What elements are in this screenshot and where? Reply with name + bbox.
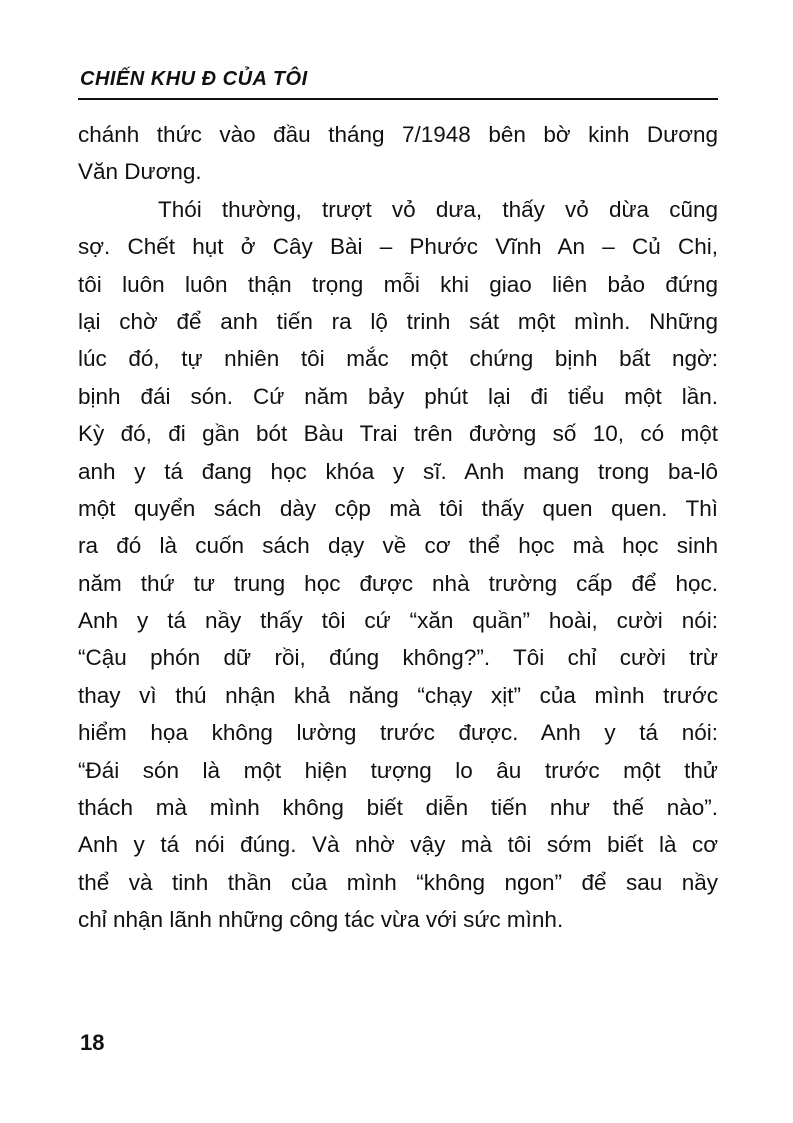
text-line: chỉ nhận lãnh những công tác vừa với sức mình. [78,907,564,933]
body-text [78,116,718,939]
text-line: lúc đó, tự nhiên tôi mắc một chứng bịnh bất ngờ: [78,346,718,372]
text-line: tôi luôn luôn thận trọng mỗi khi giao liên bảo đứng [78,271,718,297]
text-line: lại chờ để anh tiến ra lộ trinh sát một mình. Những [78,308,718,334]
text-line: hiểm họa không lường trước được. Anh y tá nói: [78,720,718,746]
text-line: thể và tinh thần của mình “không ngon” để sau nầy [78,869,718,895]
running-header [78,66,718,100]
text-line: Anh y tá nầy thấy tôi cứ “xăn quần” hoài, cười nói: [78,608,718,634]
text-line: năm thứ tư trung học được nhà trường cấp để học. [78,570,718,596]
page-number: 18 [80,1030,105,1055]
text-line: Thói thường, trượt vỏ dưa, thấy vỏ dừa cũng [158,196,718,222]
text-line: thách mà mình không biết diễn tiến như thế nào”. [78,795,718,821]
text-line: “Cậu phón dữ rồi, đúng không?”. Tôi chỉ cười trừ [78,645,718,671]
text-line: sợ. Chết hụt ở Cây Bài – Phước Vĩnh An – Củ Chi, [78,234,718,260]
text-line: ra đó là cuốn sách dạy về cơ thể học mà học sinh [78,533,718,559]
text-line: Văn Dương. [78,159,202,185]
running-title: CHIẾN KHU Đ CỦA TÔI [80,68,308,90]
text-line: bịnh đái són. Cứ năm bảy phút lại đi tiểu một lần. [78,383,718,409]
text-line: Anh y tá nói đúng. Và nhờ vậy mà tôi sớm biết là cơ [78,832,718,858]
text-line: Kỳ đó, đi gần bót Bàu Trai trên đường số 10, có một [78,421,718,447]
text-line: anh y tá đang học khóa y sĩ. Anh mang trong ba-lô [78,458,718,484]
text-line: thay vì thú nhận khả năng “chạy xịt” của mình trước [78,682,718,708]
text-line: một quyển sách dày cộp mà tôi thấy quen quen. Thì [78,495,718,521]
text-line: “Đái són là một hiện tượng lo âu trước một thử [78,757,718,783]
text-line: chánh thức vào đầu tháng 7/1948 bên bờ kinh Dương [78,122,718,147]
